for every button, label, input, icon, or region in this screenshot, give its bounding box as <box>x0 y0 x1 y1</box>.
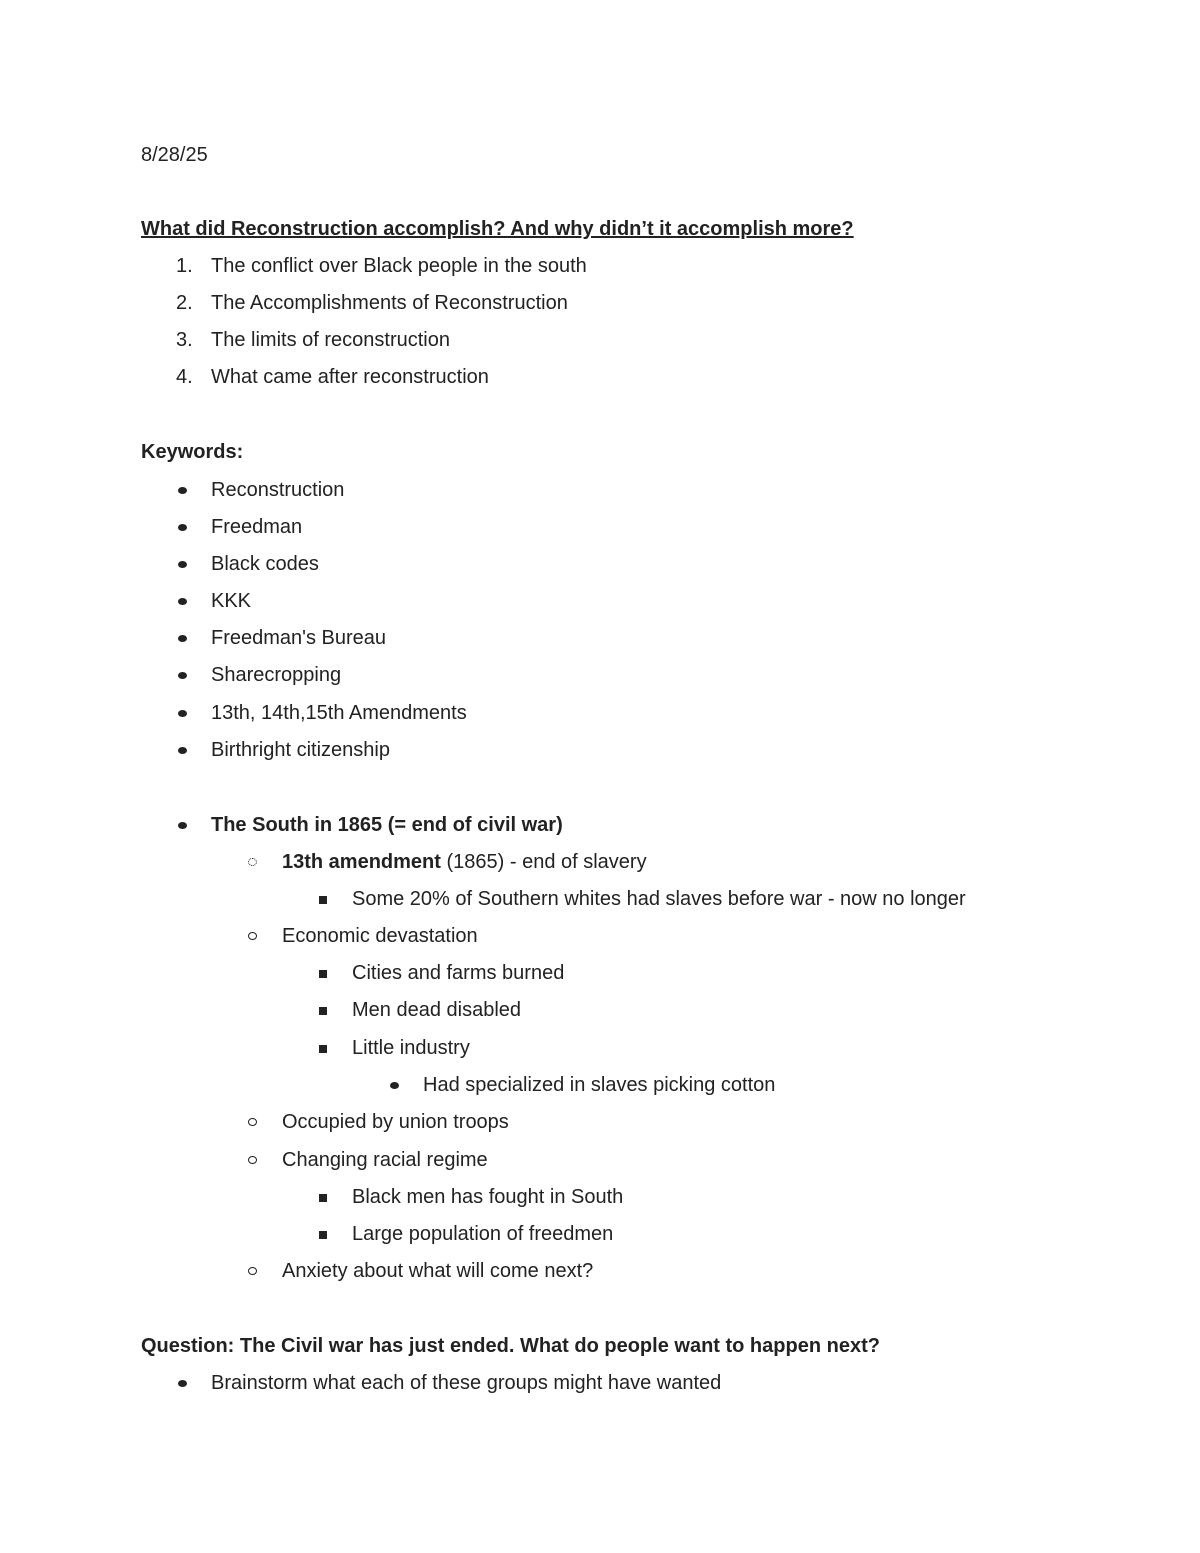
keyword-text: Freedman <box>211 516 303 538</box>
bullet-disc-icon <box>178 487 187 494</box>
subsubitem-text: Had specialized in slaves picking cotton <box>423 1074 776 1096</box>
bullet-disc-icon <box>178 1380 187 1387</box>
outline-number: 2. <box>176 292 193 314</box>
bullet-square-icon <box>319 1194 327 1202</box>
bullet-square-icon <box>319 1045 327 1053</box>
question-heading: Question: The Civil war has just ended. What do people want to happen next? <box>141 1335 880 1357</box>
keyword-text: Birthright citizenship <box>211 739 390 761</box>
subitem-text: Black men has fought in South <box>352 1186 624 1208</box>
page-title: What did Reconstruction accomplish? And why didn’t it accomplish more? <box>141 218 854 240</box>
bullet-square-icon <box>319 1007 327 1015</box>
subitem-text: Men dead disabled <box>352 999 522 1021</box>
bullet-square-icon <box>319 970 327 978</box>
outline-number: 1. <box>176 255 193 277</box>
bullet-disc-icon <box>178 822 187 829</box>
anxiety-text: Anxiety about what will come next? <box>282 1260 594 1282</box>
econ-text: Economic devastation <box>282 925 478 947</box>
bullet-disc-icon <box>178 672 187 679</box>
bullet-disc-icon <box>178 598 187 605</box>
keyword-text: KKK <box>211 590 252 612</box>
subitem-text: Some 20% of Southern whites had slaves before war - now no longer <box>352 888 966 910</box>
bullet-disc-icon <box>178 561 187 568</box>
bullet-disc-icon <box>178 747 187 754</box>
bullet-disc-icon <box>390 1082 399 1089</box>
subitem-text: Little industry <box>352 1037 470 1059</box>
subitem-text: Large population of freedmen <box>352 1223 614 1245</box>
keyword-text: Black codes <box>211 553 319 575</box>
bullet-circle-icon <box>248 1267 257 1275</box>
question-item-text: Brainstorm what each of these groups might have wanted <box>211 1372 722 1394</box>
date: 8/28/25 <box>141 144 208 166</box>
keyword-text: 13th, 14th,15th Amendments <box>211 702 467 724</box>
bullet-square-icon <box>319 1231 327 1239</box>
outline-text: What came after reconstruction <box>211 366 489 388</box>
subitem-text: Cities and farms burned <box>352 962 565 984</box>
outline-number: 3. <box>176 329 193 351</box>
keyword-text: Reconstruction <box>211 479 345 501</box>
bullet-circle-icon <box>248 1156 257 1164</box>
keywords-heading: Keywords: <box>141 441 244 463</box>
amendment-detail: (1865) - end of slavery <box>440 851 647 873</box>
bullet-circle-icon <box>248 1118 257 1126</box>
keyword-text: Sharecropping <box>211 664 342 686</box>
amendment-name: 13th amendment <box>282 851 441 873</box>
bullet-square-icon <box>319 896 327 904</box>
racial-text: Changing racial regime <box>282 1149 488 1171</box>
bullet-circle-icon <box>248 858 257 866</box>
amendment-text <box>282 850 647 874</box>
outline-text: The Accomplishments of Reconstruction <box>211 292 568 314</box>
occupied-text: Occupied by union troops <box>282 1111 509 1133</box>
bullet-disc-icon <box>178 635 187 642</box>
outline-number: 4. <box>176 366 193 388</box>
section-title: The South in 1865 (= end of civil war) <box>211 814 563 836</box>
bullet-circle-icon <box>248 932 257 940</box>
keyword-text: Freedman's Bureau <box>211 627 387 649</box>
bullet-disc-icon <box>178 710 187 717</box>
bullet-disc-icon <box>178 524 187 531</box>
outline-text: The conflict over Black people in the south <box>211 255 587 277</box>
outline-text: The limits of reconstruction <box>211 329 450 351</box>
